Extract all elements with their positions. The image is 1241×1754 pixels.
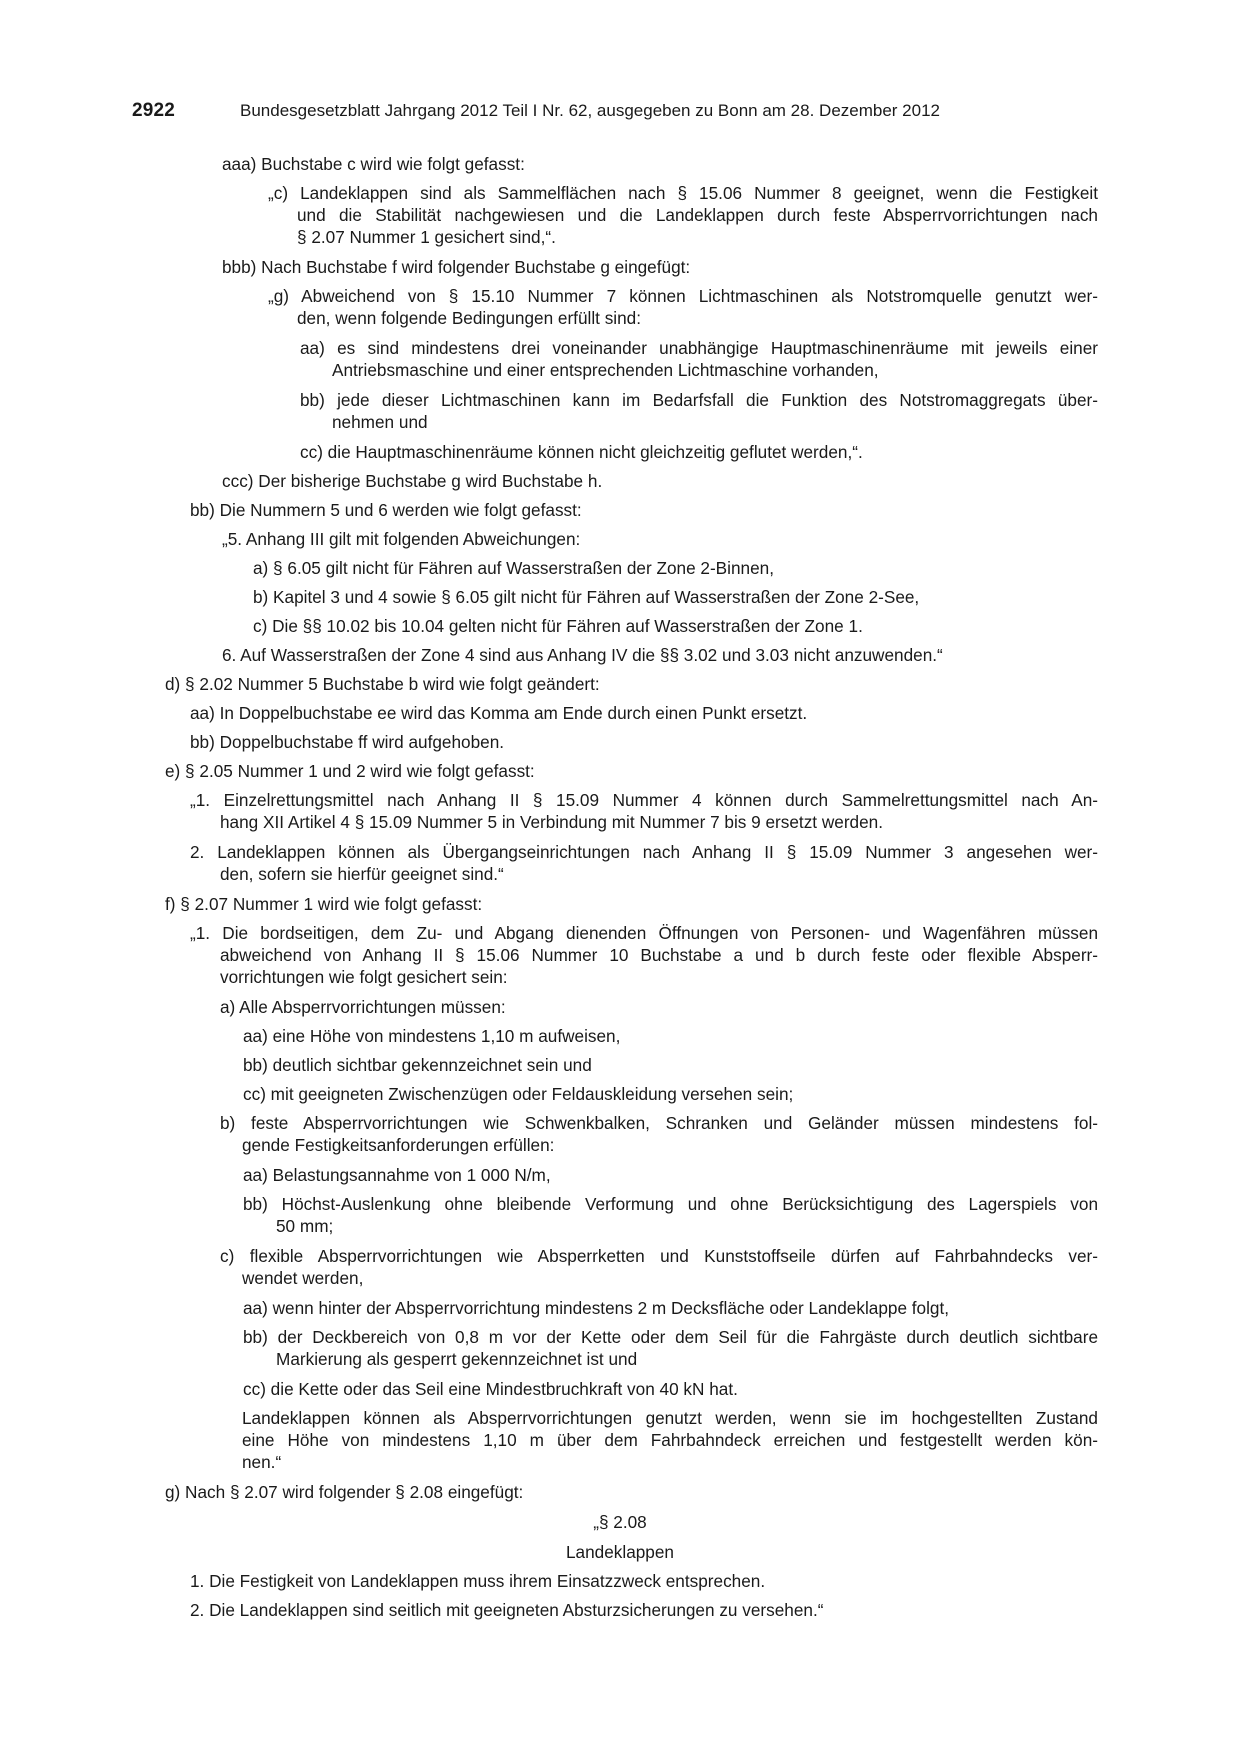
text-line: nen.“ [242, 1452, 282, 1472]
text-line: „g) Abweichend von § 15.10 Nummer 7 können Lichtmaschinen als Notstromquelle genutzt wer- [268, 286, 1098, 306]
text-line: „c) Landeklappen sind als Sammelflächen nach § 15.06 Nummer 8 geeignet, wenn die Festigkeit [268, 183, 1098, 203]
text-line: cc) mit geeigneten Zwischenzügen oder Feldauskleidung versehen sein; [243, 1084, 794, 1104]
text-line: c) flexible Absperrvorrichtungen wie Absperrketten und Kunststoffseile dürfen auf Fahrbahndecks ver- [220, 1246, 1098, 1266]
text-line: aa) es sind mindestens drei voneinander unabhängige Hauptmaschinenräume mit jeweils einer [300, 338, 1098, 358]
text-line: bb) Höchst-Auslenkung ohne bleibende Verformung und ohne Berücksichtigung des Lagerspiels von [243, 1194, 1098, 1214]
text-line: aa) In Doppelbuchstabe ee wird das Komma am Ende durch einen Punkt ersetzt. [190, 703, 808, 723]
text-line: abweichend von Anhang II § 15.06 Nummer 10 Buchstabe a und b durch feste oder flexible Absperr- [220, 945, 1098, 965]
text-line: bb) deutlich sichtbar gekennzeichnet sein und [243, 1055, 592, 1075]
text-line: 50 mm; [276, 1216, 334, 1236]
text-line: „1. Die bordseitigen, dem Zu- und Abgang dienenden Öffnungen von Personen- und Wagenfähren müssen [190, 923, 1098, 943]
text-line: den, wenn folgende Bedingungen erfüllt sind: [297, 308, 642, 328]
text-line: Landeklappen können als Absperrvorrichtungen genutzt werden, wenn sie im hochgestellten Zustand [242, 1408, 1098, 1428]
text-line: 2. Landeklappen können als Übergangseinrichtungen nach Anhang II § 15.09 Nummer 3 angesehen wer- [190, 842, 1098, 862]
text-line: aa) eine Höhe von mindestens 1,10 m aufweisen, [243, 1026, 621, 1046]
text-line: g) Nach § 2.07 wird folgender § 2.08 eingefügt: [165, 1482, 524, 1502]
text-line: d) § 2.02 Nummer 5 Buchstabe b wird wie folgt geändert: [165, 674, 600, 694]
page-header [132, 100, 1112, 130]
text-line: aa) Belastungsannahme von 1 000 N/m, [243, 1165, 551, 1185]
gazette-title: Bundesgesetzblatt Jahrgang 2012 Teil I Nr. 62, ausgegeben zu Bonn am 28. Dezember 2012 [240, 101, 940, 120]
text-line: bb) Doppelbuchstabe ff wird aufgehoben. [190, 732, 505, 752]
text-line: a) § 6.05 gilt nicht für Fähren auf Wasserstraßen der Zone 2-Binnen, [253, 558, 774, 578]
text-line: c) Die §§ 10.02 bis 10.04 gelten nicht für Fähren auf Wasserstraßen der Zone 1. [253, 616, 863, 636]
text-line: „1. Einzelrettungsmittel nach Anhang II § 15.09 Nummer 4 können durch Sammelrettungsmittel nach An- [190, 790, 1098, 810]
text-line: Markierung als gesperrt gekennzeichnet ist und [276, 1349, 638, 1369]
text-line: ccc) Der bisherige Buchstabe g wird Buchstabe h. [222, 471, 603, 491]
text-line: e) § 2.05 Nummer 1 und 2 wird wie folgt gefasst: [165, 761, 535, 781]
text-line: „5. Anhang III gilt mit folgenden Abweichungen: [222, 529, 581, 549]
text-line: b) Kapitel 3 und 4 sowie § 6.05 gilt nicht für Fähren auf Wasserstraßen der Zone 2-See, [253, 587, 920, 607]
text-line: 1. Die Festigkeit von Landeklappen muss ihrem Einsatzzweck entsprechen. [190, 1571, 766, 1591]
text-line: und die Stabilität nachgewiesen und die Landeklappen durch feste Absperrvorrichtungen nach [297, 205, 1098, 225]
section-number: „§ 2.08 [593, 1512, 647, 1532]
text-line: bbb) Nach Buchstabe f wird folgender Buchstabe g eingefügt: [222, 257, 691, 277]
text-line: cc) die Kette oder das Seil eine Mindestbruchkraft von 40 kN hat. [243, 1379, 738, 1399]
text-line: b) feste Absperrvorrichtungen wie Schwenkbalken, Schranken und Geländer müssen mindestens fol- [220, 1113, 1098, 1133]
text-line: bb) jede dieser Lichtmaschinen kann im Bedarfsfall die Funktion des Notstromaggregats über- [300, 390, 1098, 410]
text-line: aa) wenn hinter der Absperrvorrichtung mindestens 2 m Decksfläche oder Landeklappe folgt, [243, 1298, 950, 1318]
text-line: hang XII Artikel 4 § 15.09 Nummer 5 in Verbindung mit Nummer 7 bis 9 ersetzt werden. [220, 812, 883, 832]
text-line: wendet werden, [242, 1268, 364, 1288]
text-line: Antriebsmaschine und einer entsprechenden Lichtmaschine vorhanden, [332, 360, 879, 380]
text-line: bb) der Deckbereich von 0,8 m vor der Kette oder dem Seil für die Fahrgäste durch deutlich sichtbare [243, 1327, 1098, 1347]
text-line: 2. Die Landeklappen sind seitlich mit geeigneten Absturzsicherungen zu versehen.“ [190, 1600, 824, 1620]
text-line: f) § 2.07 Nummer 1 wird wie folgt gefasst: [165, 894, 483, 914]
text-line: aaa) Buchstabe c wird wie folgt gefasst: [222, 154, 525, 174]
text-line: a) Alle Absperrvorrichtungen müssen: [220, 997, 506, 1017]
text-line: nehmen und [332, 412, 428, 432]
text-line: 6. Auf Wasserstraßen der Zone 4 sind aus Anhang IV die §§ 3.02 und 3.03 nicht anzuwenden.“ [222, 645, 943, 665]
text-line: cc) die Hauptmaschinenräume können nicht gleichzeitig geflutet werden,“. [300, 442, 863, 462]
text-line: eine Höhe von mindestens 1,10 m über dem Fahrbahndeck erreichen und festgestellt werden kön- [242, 1430, 1098, 1450]
section-title: Landeklappen [565, 1542, 674, 1562]
text-line: vorrichtungen wie folgt gesichert sein: [220, 967, 508, 987]
text-line: gende Festigkeitsanforderungen erfüllen: [242, 1135, 555, 1155]
text-line: bb) Die Nummern 5 und 6 werden wie folgt gefasst: [190, 500, 582, 520]
text-line: den, sofern sie hierfür geeignet sind.“ [220, 864, 504, 884]
text-line: § 2.07 Nummer 1 gesichert sind,“. [297, 227, 556, 247]
page-number: 2922 [132, 100, 176, 121]
